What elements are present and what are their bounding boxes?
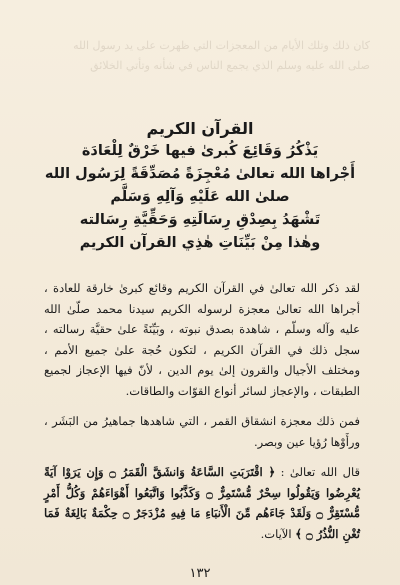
body-paragraph-2: فمن ذلك معجزة انشقاق القمر ، التي شاهدها جماهيرُ من البَشَر ، ورأَوْها رُؤيا عين وبصر. — [44, 414, 360, 449]
heading-line-1: يَذْكُرُ وَقَائِعَ كُبرىٰ فيها خَرْقٌ لِلْعَادَة — [81, 143, 319, 159]
quote-outro: الآيات. — [260, 526, 292, 541]
heading-line-3: صلىٰ الله عَلَيْهِ وَآلِهِ وَسَلَّم — [110, 189, 290, 205]
heading-title: القرآن الكريم — [146, 119, 254, 138]
body-paragraph-1: لقد ذكر الله تعالىٰ في القرآن الكريم وقائع كبرىٰ خارقة للعادة ، أجراها الله تعالىٰ معجزة لرسوله الكريم سيدنا محمد صلّىٰ الله عليه وآله وسلّم ، شاهدة بصدق نبوته ، وبَيِّنَةً علىٰ حقيَّة رسالته ، سجل ذلك في القرآن الكريم ، لتكون حُجة علىٰ جميع الأمم ، ومختلف الأجيال والقرون إلىٰ يوم الدين ، لأنّ فيها الإعجاز لجميع الطبقات ، والإعجاز لسائر أنواع القوّات والطاقات. — [44, 281, 360, 398]
quote-paragraph — [44, 462, 360, 544]
body-text — [44, 278, 360, 544]
quran-verse: ﴿ اقْتَرَبَتِ السَّاعَةُ وَانشَقَّ الْقَمَرُ ۝ وَإِن يَرَوْا آيَةً يُعْرِضُوا وَيَقُولُوا سِحْرٌ مُّسْتَمِرٌّ ۝ وَكَذَّبُوا وَاتَّبَعُوا أَهْوَاءَهُمْ وَكُلُّ أَمْرٍ مُّسْتَقِرٌّ ۝ وَلَقَدْ جَاءَهُم مِّنَ الْأَنبَاءِ مَا فِيهِ مُزْدَجَرٌ ۝ حِكْمَةٌ بَالِغَةٌ فَمَا تُغْنِ النُّذُرُ ۝ ﴾ — [44, 465, 361, 541]
heading-line-2: أَجْراها الله تعالىٰ مُعْجِزَةً مُصَدِّقَةً لِرَسُول الله — [44, 166, 356, 182]
bleed-through-text: كان ذلك وتلك الأيام من المعجزات التي ظهرت على يد رسول الله صلى الله عليه وسلم الذي يجمع الناس في شأنه وتأتي الخلائق — [73, 39, 370, 72]
chapter-heading — [18, 118, 382, 255]
page-number: ١٣٢ — [189, 566, 211, 581]
heading-line-5: وهٰذا مِنْ بَيِّنَاتِ هٰذِي القرآن الكريم — [79, 235, 321, 251]
heading-line-4: تَشْهَدُ بِصِدْقِ رِسَالَتِهِ وَحَقِّيَّةِ رِسَالته — [79, 212, 321, 228]
quote-intro: قال الله تعالىٰ : — [280, 465, 360, 479]
